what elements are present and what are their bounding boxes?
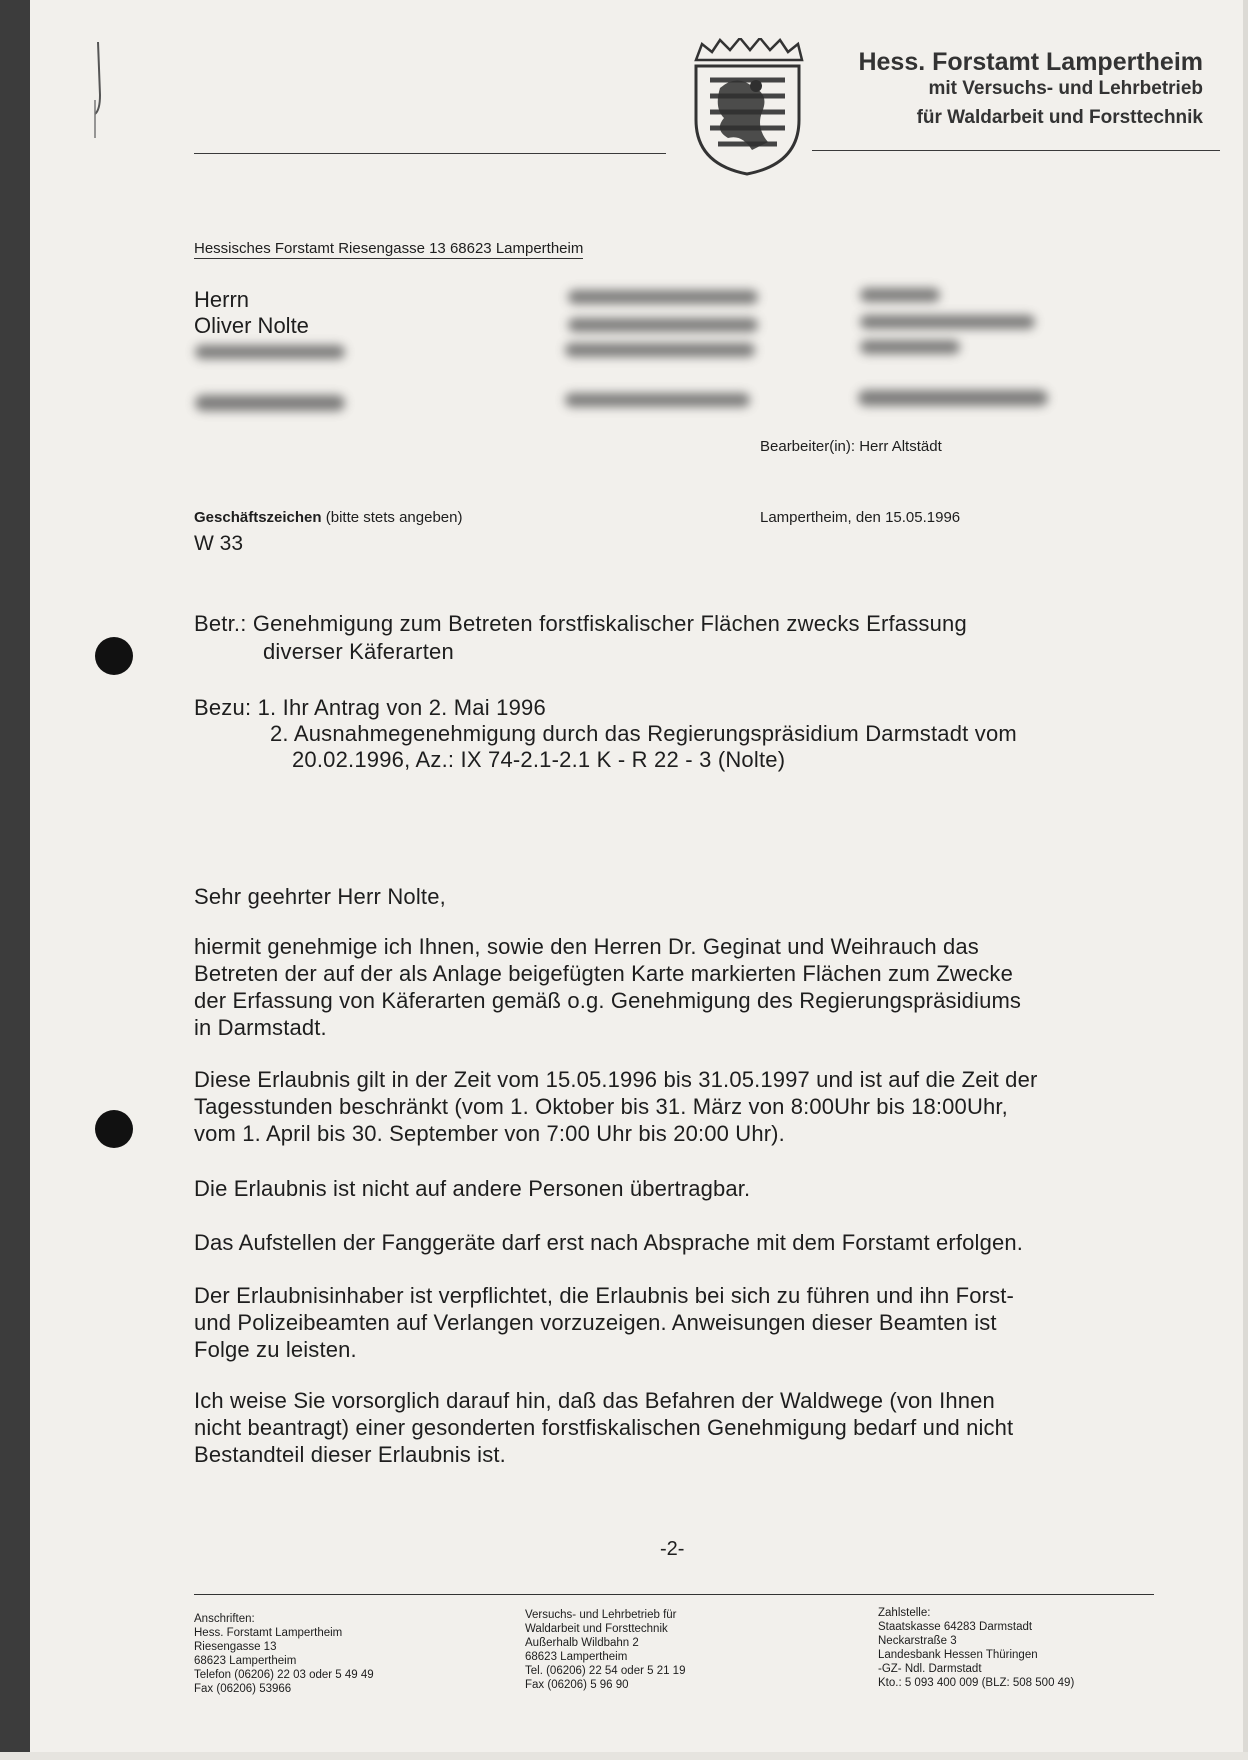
references-item-1: 1. Ihr Antrag von 2. Mai 1996 — [257, 695, 546, 720]
body-line: Tagesstunden beschränkt (vom 1. Oktober bis 31. März von 8:00Uhr bis 18:00Uhr, — [194, 1094, 1008, 1119]
body-line: Der Erlaubnisinhaber ist verpflichtet, die Erlaubnis bei sich zu führen und ihn Forst- — [194, 1283, 1014, 1308]
footer-branch-column — [525, 1608, 685, 1692]
handler-line: Bearbeiter(in): Herr Altstädt — [760, 438, 942, 455]
scan-edge-left — [0, 0, 30, 1760]
footer-line: Fax (06206) 5 96 90 — [525, 1679, 629, 1691]
redacted-handwriting-2 — [568, 318, 758, 332]
subject-text-1: Genehmigung zum Betreten forstfiskalischer Flächen zwecks Erfassung — [252, 611, 967, 636]
body-line: Folge zu leisten. — [194, 1337, 357, 1362]
footer-line: -GZ- Ndl. Darmstadt — [878, 1663, 982, 1675]
letterhead-subtitle-2: für Waldarbeit und Forsttechnik — [916, 107, 1203, 128]
footer-line: Zahlstelle: — [878, 1607, 931, 1619]
footer-line: Landesbank Hessen Thüringen — [878, 1649, 1038, 1661]
body-paragraph-2 — [194, 1066, 1174, 1147]
footer-line: Außerhalb Wildbahn 2 — [525, 1637, 639, 1649]
body-line: Die Erlaubnis ist nicht auf andere Personen übertragbar. — [194, 1176, 751, 1201]
subject-line-2: diverser Käferarten — [263, 639, 454, 664]
body-line: und Polizeibeamten auf Verlangen vorzuzeigen. Anweisungen dieser Beamten ist — [194, 1310, 997, 1335]
reference-label: Geschäftszeichen — [194, 509, 322, 526]
subject-label: Betr.: — [194, 611, 247, 636]
reference-value: W 33 — [194, 532, 244, 555]
footer-line: Tel. (06206) 22 54 oder 5 21 19 — [525, 1665, 686, 1677]
footer-line: Kto.: 5 093 400 009 (BLZ: 508 500 49) — [878, 1677, 1075, 1689]
reference-label-line — [194, 509, 463, 526]
greeting: Sehr geehrter Herr Nolte, — [194, 884, 446, 909]
redacted-handwriting-1 — [568, 290, 758, 304]
footer-address-column — [194, 1612, 374, 1696]
footer-line: Riesengasse 13 — [194, 1641, 277, 1653]
place-date: Lampertheim, den 15.05.1996 — [760, 509, 961, 526]
hesse-coat-of-arms-icon — [690, 38, 805, 176]
punch-hole-bottom — [95, 1110, 133, 1148]
footer-line: Versuchs- und Lehrbetrieb für — [525, 1609, 677, 1621]
reference-hint: (bitte stets angeben) — [325, 509, 463, 526]
redacted-handwriting-5 — [860, 288, 940, 302]
redacted-handwriting-3 — [565, 343, 755, 357]
letterhead-rule-right — [812, 150, 1220, 151]
footer-line: Hess. Forstamt Lampertheim — [194, 1627, 343, 1639]
body-line: nicht beantragt) einer gesonderten forstfiskalischen Genehmigung bedarf und nicht — [194, 1415, 1014, 1440]
body-line: Bestandteil dieser Erlaubnis ist. — [194, 1442, 506, 1467]
punch-hole-top — [95, 637, 133, 675]
footer-line: Neckarstraße 3 — [878, 1635, 957, 1647]
references-line-1 — [194, 694, 546, 722]
subject-line-1 — [194, 610, 967, 638]
body-line: Diese Erlaubnis gilt in der Zeit vom 15.05.1996 bis 31.05.1997 und ist auf die Zeit der — [194, 1067, 1038, 1092]
recipient-name: Oliver Nolte — [194, 313, 309, 338]
body-paragraph-3 — [194, 1175, 1174, 1202]
redacted-handwriting-8 — [858, 390, 1048, 406]
footer-line: Anschriften: — [194, 1613, 255, 1625]
footer-line: 68623 Lampertheim — [194, 1655, 297, 1667]
references-item-2-cont: 20.02.1996, Az.: IX 74-2.1-2.1 K - R 22 - 3 (Nolte) — [292, 747, 786, 772]
footer-line: Waldarbeit und Forsttechnik — [525, 1623, 668, 1635]
redacted-handwriting-4 — [565, 393, 750, 407]
body-line: Ich weise Sie vorsorglich darauf hin, daß das Befahren der Waldwege (von Ihnen — [194, 1388, 995, 1413]
sender-line: Hessisches Forstamt Riesengasse 13 68623 Lampertheim — [194, 240, 584, 257]
body-line: der Erfassung von Käferarten gemäß o.g. Genehmigung des Regierungspräsidiums — [194, 988, 1022, 1013]
redacted-handwriting-7 — [860, 340, 960, 354]
body-line: vom 1. April bis 30. September von 7:00 Uhr bis 20:00 Uhr). — [194, 1121, 785, 1146]
references-label: Bezu: — [194, 695, 252, 720]
body-line: hiermit genehmige ich Ihnen, sowie den Herren Dr. Geginat und Weihrauch das — [194, 934, 979, 959]
footer-line: Staatskasse 64283 Darmstadt — [878, 1621, 1033, 1633]
scan-edge-right — [1243, 0, 1248, 1760]
footer-line: Fax (06206) 53966 — [194, 1683, 292, 1695]
redacted-handwriting-6 — [860, 315, 1035, 329]
body-paragraph-6 — [194, 1387, 1174, 1468]
body-paragraph-5 — [194, 1282, 1174, 1363]
references-item-2: 2. Ausnahmegenehmigung durch das Regierungspräsidium Darmstadt vom — [270, 721, 1017, 746]
letterhead-rule-left — [194, 153, 666, 154]
body-line: Das Aufstellen der Fanggeräte darf erst nach Absprache mit dem Forstamt erfolgen. — [194, 1230, 1024, 1255]
body-paragraph-1 — [194, 933, 1174, 1041]
scan-edge-bottom — [0, 1752, 1248, 1760]
letterhead-subtitle-1: mit Versuchs- und Lehrbetrieb — [928, 78, 1203, 99]
letterhead-title: Hess. Forstamt Lampertheim — [858, 48, 1203, 76]
body-line: Betreten der auf der als Anlage beigefügten Karte markierten Flächen zum Zwecke — [194, 961, 1013, 986]
body-line: in Darmstadt. — [194, 1015, 327, 1040]
redacted-street — [195, 345, 345, 359]
footer-payment-column — [878, 1606, 1074, 1690]
redacted-city — [195, 395, 345, 411]
page-number: -2- — [660, 1538, 685, 1560]
footer-line: Telefon (06206) 22 03 oder 5 49 49 — [194, 1669, 374, 1681]
footer-rule — [194, 1594, 1154, 1595]
body-paragraph-4 — [194, 1229, 1174, 1256]
recipient-salutation: Herrn — [194, 287, 250, 312]
staple-mark — [92, 40, 110, 140]
footer-line: 68623 Lampertheim — [525, 1651, 628, 1663]
